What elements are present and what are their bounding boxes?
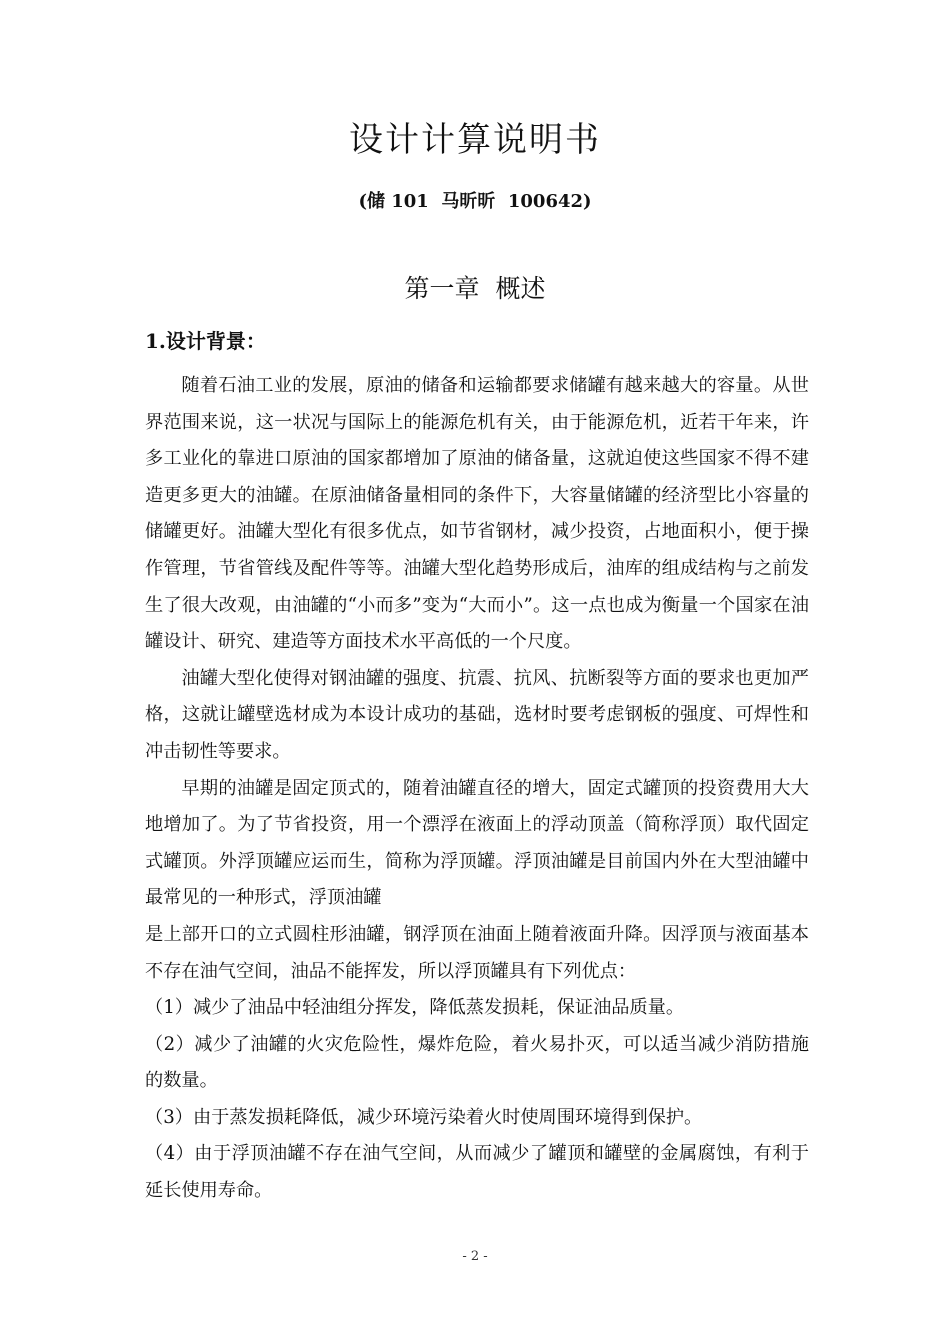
document-title: 设计计算说明书 xyxy=(349,120,601,160)
author-info: (储 101 马昕昕 100642) xyxy=(358,191,592,212)
paragraph: 油罐大型化使得对钢油罐的强度、抗震、抗风、抗断裂等方面的要求也更加严格，这就让罐壁选材成为本设计成功的基础，选材时要考虑钢板的强度、可焊性和冲击韧性等要求。 xyxy=(145,667,809,762)
paragraph: 随着石油工业的发展，原油的储备和运输都要求储罐有越来越大的容量。从世界范围来说，这一状况与国际上的能源危机有关，由于能源危机，近若干年来，许多工业化的靠进口原油的国家都增加了原油的储备量，这就迫使这些国家不得不建造更多更大的油罐。在原油储备量相同的条件下，大容量储罐的经济型比小容量的储罐更好。油罐大型化有很多优点，如节省钢材，减少投资，占地面积小，便于操作管理，节省管线及配件等等。油罐大型化趋势形成后，油库的组成结构与之前发生了很大改观，由油罐的“小而多”变为“大而小”。这一点也成为衡量一个国家在油罐设计、研究、建造等方面技术水平高低的一个尺度。 xyxy=(145,375,809,653)
section-heading: 1.设计背景： xyxy=(145,329,266,353)
paragraph: 早期的油罐是固定顶式的，随着油罐直径的增大，固定式罐顶的投资费用大大地增加了。为了节省投资，用一个漂浮在液面上的浮动顶盖（简称浮顶）取代固定式罐顶。外浮顶罐应运而生，简称为浮顶罐。浮顶油罐是目前国内外在大型油罐中最常见的一种形式，浮顶油罐 xyxy=(145,777,809,909)
list-item: （2）减少了油罐的火灾危险性，爆炸危险，着火易扑灭，可以适当减少消防措施的数量。 xyxy=(145,1033,809,1092)
list-item: （4）由于浮顶油罐不存在油气空间，从而减少了罐顶和罐壁的金属腐蚀，有利于延长使用寿命。 xyxy=(145,1143,809,1202)
chapter-title: 第一章 概述 xyxy=(404,274,546,303)
body-text xyxy=(145,368,809,1210)
list-item: （3）由于蒸发损耗降低，减少环境污染着火时使周围环境得到保护。 xyxy=(145,1106,703,1128)
list-item: （1）减少了油品中轻油组分挥发，降低蒸发损耗，保证油品质量。 xyxy=(145,997,685,1019)
page-number: - 2 - xyxy=(462,1249,488,1264)
paragraph: 是上部开口的立式圆柱形油罐，钢浮顶在油面上随着液面升降。因浮顶与液面基本不存在油气空间，油品不能挥发，所以浮顶罐具有下列优点： xyxy=(145,923,809,982)
